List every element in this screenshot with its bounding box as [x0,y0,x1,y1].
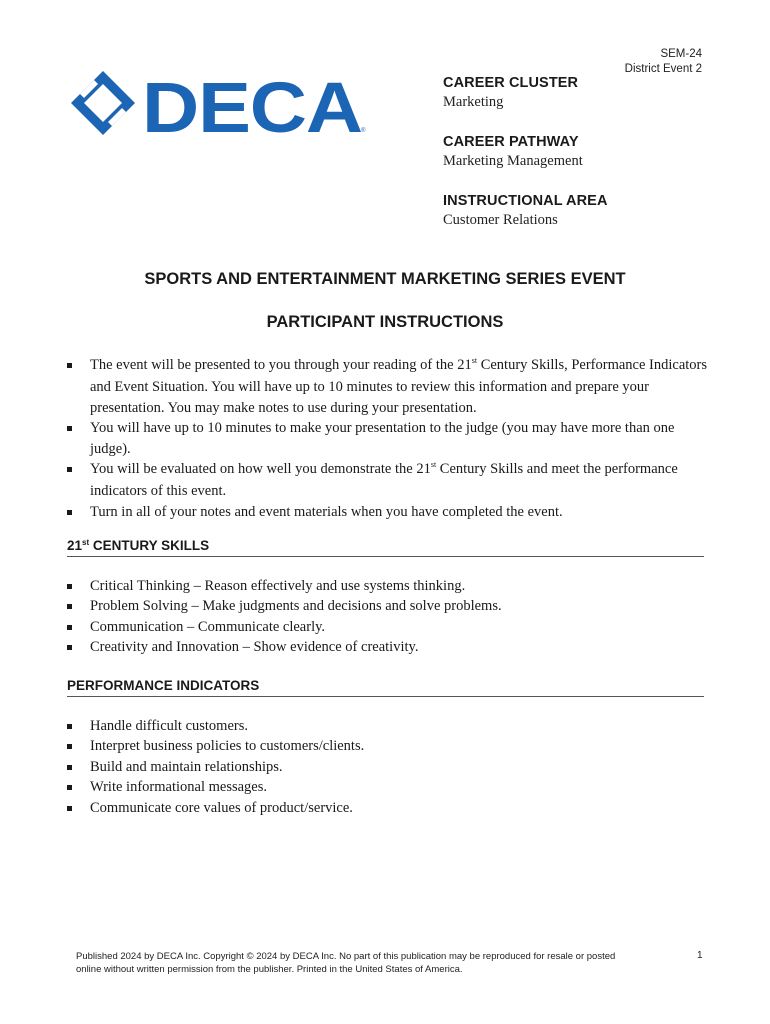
ordinal-suffix: st [430,460,437,470]
deca-logo-text: DECA [142,70,362,136]
bullet-icon [67,645,72,650]
performance-indicators-list [67,716,707,818]
indicator-text: Write informational messages. [90,779,267,796]
bullet-icon [67,584,72,589]
skill-text: Creativity and Innovation – Show evidence of creativity. [90,639,419,656]
instructional-area-heading: INSTRUCTIONAL AREA [443,193,608,209]
list-item [67,576,707,596]
instruction-text: Century Skills and meet the performance indicators of this event. [90,461,678,500]
deca-logo [70,70,370,136]
instructions-list [67,355,707,522]
bullet-icon [67,724,72,729]
indicator-text: Interpret business policies to customers/clients. [90,738,365,755]
instruction-text: The event will be presented to you through your reading of the 21 [90,357,472,373]
skill-text: Problem Solving – Make judgments and decisions and solve problems. [90,598,502,615]
list-item [67,716,707,736]
skill-text: Communication – Communicate clearly. [90,618,326,635]
skills-heading-number: 21 [67,538,83,553]
list-item [67,355,707,418]
bullet-icon [67,363,72,368]
ordinal-suffix: st [82,538,90,547]
career-pathway-heading: CAREER PATHWAY [443,134,579,150]
page-number: 1 [697,950,703,961]
list-item [67,502,707,522]
indicator-text: Build and maintain relationships. [90,758,283,775]
event-level-label: District Event 2 [624,63,702,75]
bullet-icon [67,625,72,630]
instruction-text: You will have up to 10 minutes to make your presentation to the judge (you may have more than one judge). [90,420,675,457]
bullet-icon [67,785,72,790]
career-cluster-heading: CAREER CLUSTER [443,75,579,91]
performance-indicators-heading: PERFORMANCE INDICATORS [67,678,704,697]
list-item [67,596,707,616]
career-cluster-block [443,74,723,112]
list-item [67,798,707,818]
list-item [67,757,707,777]
bullet-icon [67,467,72,472]
ordinal-suffix: st [471,356,478,365]
list-item [67,418,707,459]
footer-line: online without written permission from the publisher. Printed in the United States of America. [76,964,463,975]
career-info [443,74,723,251]
copyright-footer [76,950,676,976]
event-code-label: SEM-24 [660,48,702,60]
diamond-icon [71,71,135,135]
list-item [67,736,707,756]
skill-text: Critical Thinking – Reason effectively and use systems thinking. [90,578,466,594]
bullet-icon [67,604,72,609]
career-cluster-value: Marketing [443,94,504,110]
footer-line: Published 2024 by DECA Inc. Copyright © 2024 by DECA Inc. No part of this publication may be reproduced for resale or posted [76,951,616,962]
list-item [67,637,707,657]
indicator-text: Communicate core values of product/service. [90,799,353,816]
bullet-icon [67,426,72,431]
career-pathway-block [443,133,723,171]
instructions-title: PARTICIPANT INSTRUCTIONS [266,313,504,331]
instructional-area-block [443,192,723,230]
list-item [67,617,707,637]
skills-list [67,576,707,658]
indicator-text: Handle difficult customers. [90,718,248,734]
bullet-icon [67,510,72,515]
career-pathway-value: Marketing Management [443,153,583,169]
instruction-text: You will be evaluated on how well you demonstrate the 21 [90,461,431,478]
bullet-icon [67,806,72,811]
event-code [625,47,702,77]
event-title: SPORTS AND ENTERTAINMENT MARKETING SERIES EVENT [144,270,626,288]
instruction-text: Century Skills, Performance Indicators and Event Situation. You will have up to 10 minutes to review this information and prepare your presentation. You may make notes to use during your presentation. [90,357,708,416]
registered-mark: ® [361,128,366,134]
list-item [67,777,707,797]
skills-heading-text: CENTURY SKILLS [89,538,210,553]
skills-heading [67,538,704,557]
instruction-text: Turn in all of your notes and event materials when you have completed the event. [90,503,563,520]
instructional-area-value: Customer Relations [443,212,558,228]
bullet-icon [67,744,72,749]
bullet-icon [67,765,72,770]
list-item [67,459,707,502]
